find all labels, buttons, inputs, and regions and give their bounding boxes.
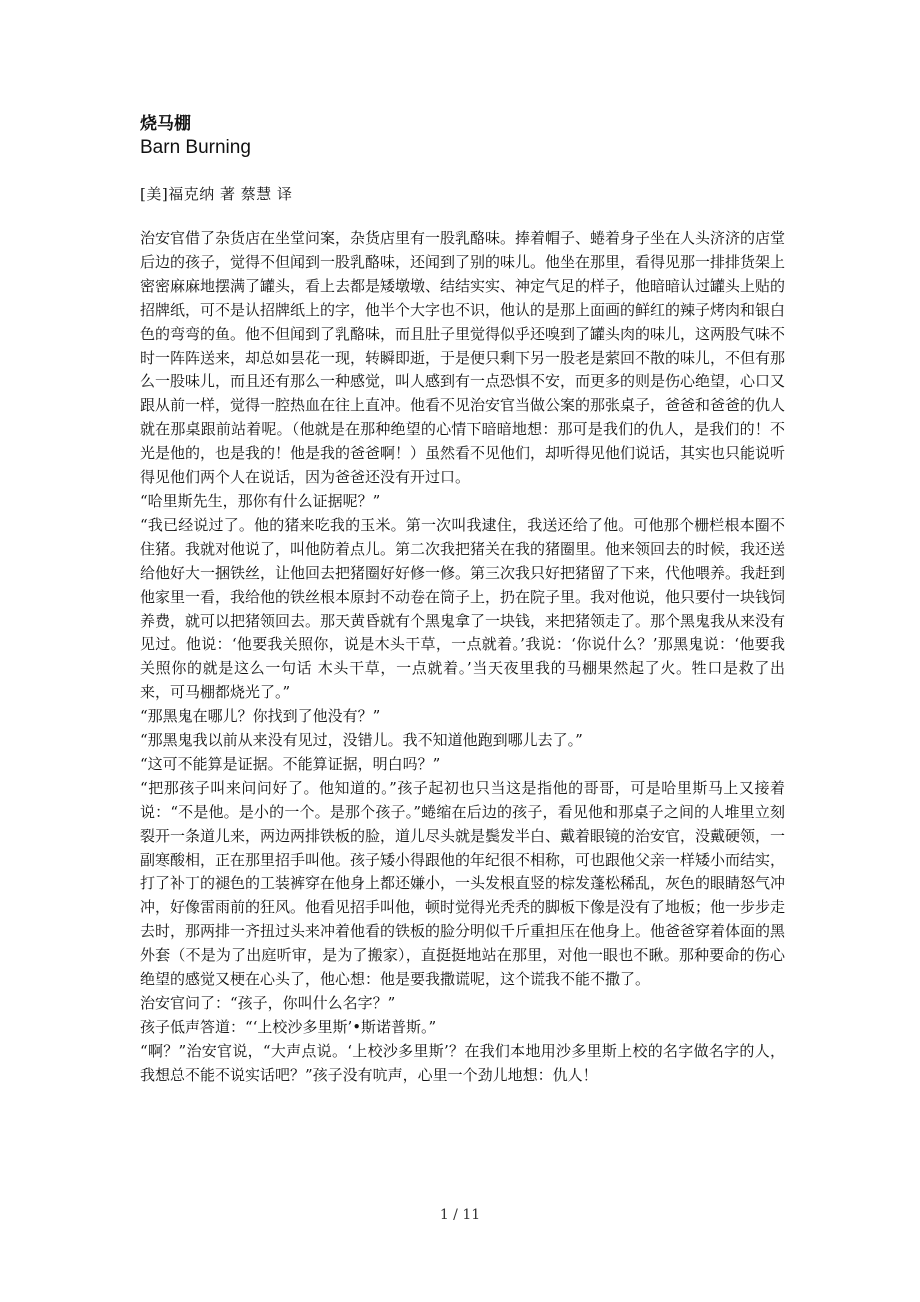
paragraph: “那黑鬼在哪儿？你找到了他没有？” [140,707,381,726]
paragraph: “哈里斯先生，那你有什么证据呢？” [140,491,381,510]
title-english: Barn Burning [140,137,251,158]
paragraph: “那黑鬼我以前从来没有见过，没错儿。我不知道他跑到哪儿去了。” [140,731,583,750]
paragraph: “把那孩子叫来问问好了。他知道的。”孩子起初也只当这是指他的哥哥，可是哈里斯马上又接着说：“不是他。是小的一个。是那个孩子。”蜷缩在后边的孩子，看见他和那桌子之间的人堆里立刻裂开一条道儿来，两边两排铁板的脸，道儿尽头就是鬓发半白、戴着眼镜的治安官，没戴硬领，一副寒酸相，正在那里招手叫他。孩子矮小得跟他的年纪很不相称，可也跟他父亲一样矮小而结实，打了补丁的褪色的工装裤穿在他身上都还嫌小，一头发根直竖的棕发蓬松稀乱，灰色的眼睛怒气冲冲，好像雷雨前的狂风。他看见招手叫他，顿时觉得光秃秃的脚板下像是没有了地板；他一步步走去时，那两排一齐扭过头来冲着他看的铁板的脸分明似千斤重担压在他身上。他爸爸穿着体面的黑外套（不是为了出庭听审，是为了搬家），直挺挺地站在那里，对他一眼也不瞅。那种要命的伤心绝望的感觉又梗在心头了，他心想：他是要我撒谎呢，这个谎我不能不撒了。 [140,778,786,989]
page-number: 1 / 11 [439,1207,481,1223]
paragraph: 治安官问了：“孩子，你叫什么名字？” [140,994,396,1012]
paragraph: “我已经说过了。他的猪来吃我的玉米。第一次叫我逮住，我送还给了他。可他那个栅栏根本圈不住猪。我就对他说了，叫他防着点儿。第二次我把猪关在我的猪圈里。他来领回去的时候，我还送给他好大一捆铁丝，让他回去把猪圈好好修一修。第三次我只好把猪留了下来，代他喂养。我赶到他家里一看，我给他的铁丝根本原封不动卷在筒子上，扔在院子里。我对他说，他只要付一块钱饲养费，就可以把猪领回去。那天黄昏就有个黑鬼拿了一块钱，来把猪领走了。那个黑鬼我从来没有见过。他说：‘他要我关照你，说是木头干草，一点就着。’我说：‘你说什么？’那黑鬼说：‘他要我关照你的就是这么一句话 木头干草，一点就着。’当天夜里我的马棚果然起了火。牲口是救了出来，可马棚都烧光了。” [140,515,786,702]
paragraph: “啊？”治安官说，“大声点说。‘上校沙多里斯’？在我们本地用沙多里斯上校的名字做名字的人，我想总不能不说实话吧？”孩子没有吭声，心里一个劲儿地想：仇人！ [140,1041,785,1084]
paragraph: 治安官借了杂货店在坐堂问案，杂货店里有一股乳酪味。捧着帽子、蜷着身子坐在人头济济的店堂后边的孩子，觉得不但闻到一股乳酪味，还闻到了别的味儿。他坐在那里，看得见那一排排货架上密密麻麻地摆满了罐头，看上去都是矮墩墩、结结实实、神定气足的样子，他暗暗认过罐头上贴的招牌纸，可不是认招牌纸上的字，他半个大字也不识，他认的是那上面画的鲜红的辣子烤肉和银白色的弯弯的鱼。他不但闻到了乳酪味，而且肚子里觉得似乎还嗅到了罐头肉的味儿，这两股气味不时一阵阵送来，却总如昙花一现，转瞬即逝，于是便只剩下另一股老是萦回不散的味儿，不但有那么一股味儿，而且还有那么一种感觉，叫人感到有一点恐惧不安，而更多的则是伤心绝望，心口又跟从前一样，觉得一腔热血在往上直冲。他看不见治安官当做公案的那张桌子，爸爸和爸爸的仇人就在那桌跟前站着呢。（他就是在那种绝望的心情下暗暗地想：那可是我们的仇人，是我们的！不光是他的，也是我的！他是我的爸爸啊！）虽然看不见他们，却听得见他们说话，其实也只能说听得见他们两个人在说话，因为爸爸还没有开过口。 [140,229,786,487]
title-chinese: 烧马棚 [140,114,191,134]
paragraph: 孩子低声答道：“‘上校沙多里斯’•斯诺普斯。” [140,1017,437,1036]
author-translator-byline: [美]福克纳 著 蔡慧 译 [140,185,293,203]
paragraph: “这可不能算是证据。不能算证据，明白吗？” [140,754,441,773]
body-text [140,227,785,1088]
